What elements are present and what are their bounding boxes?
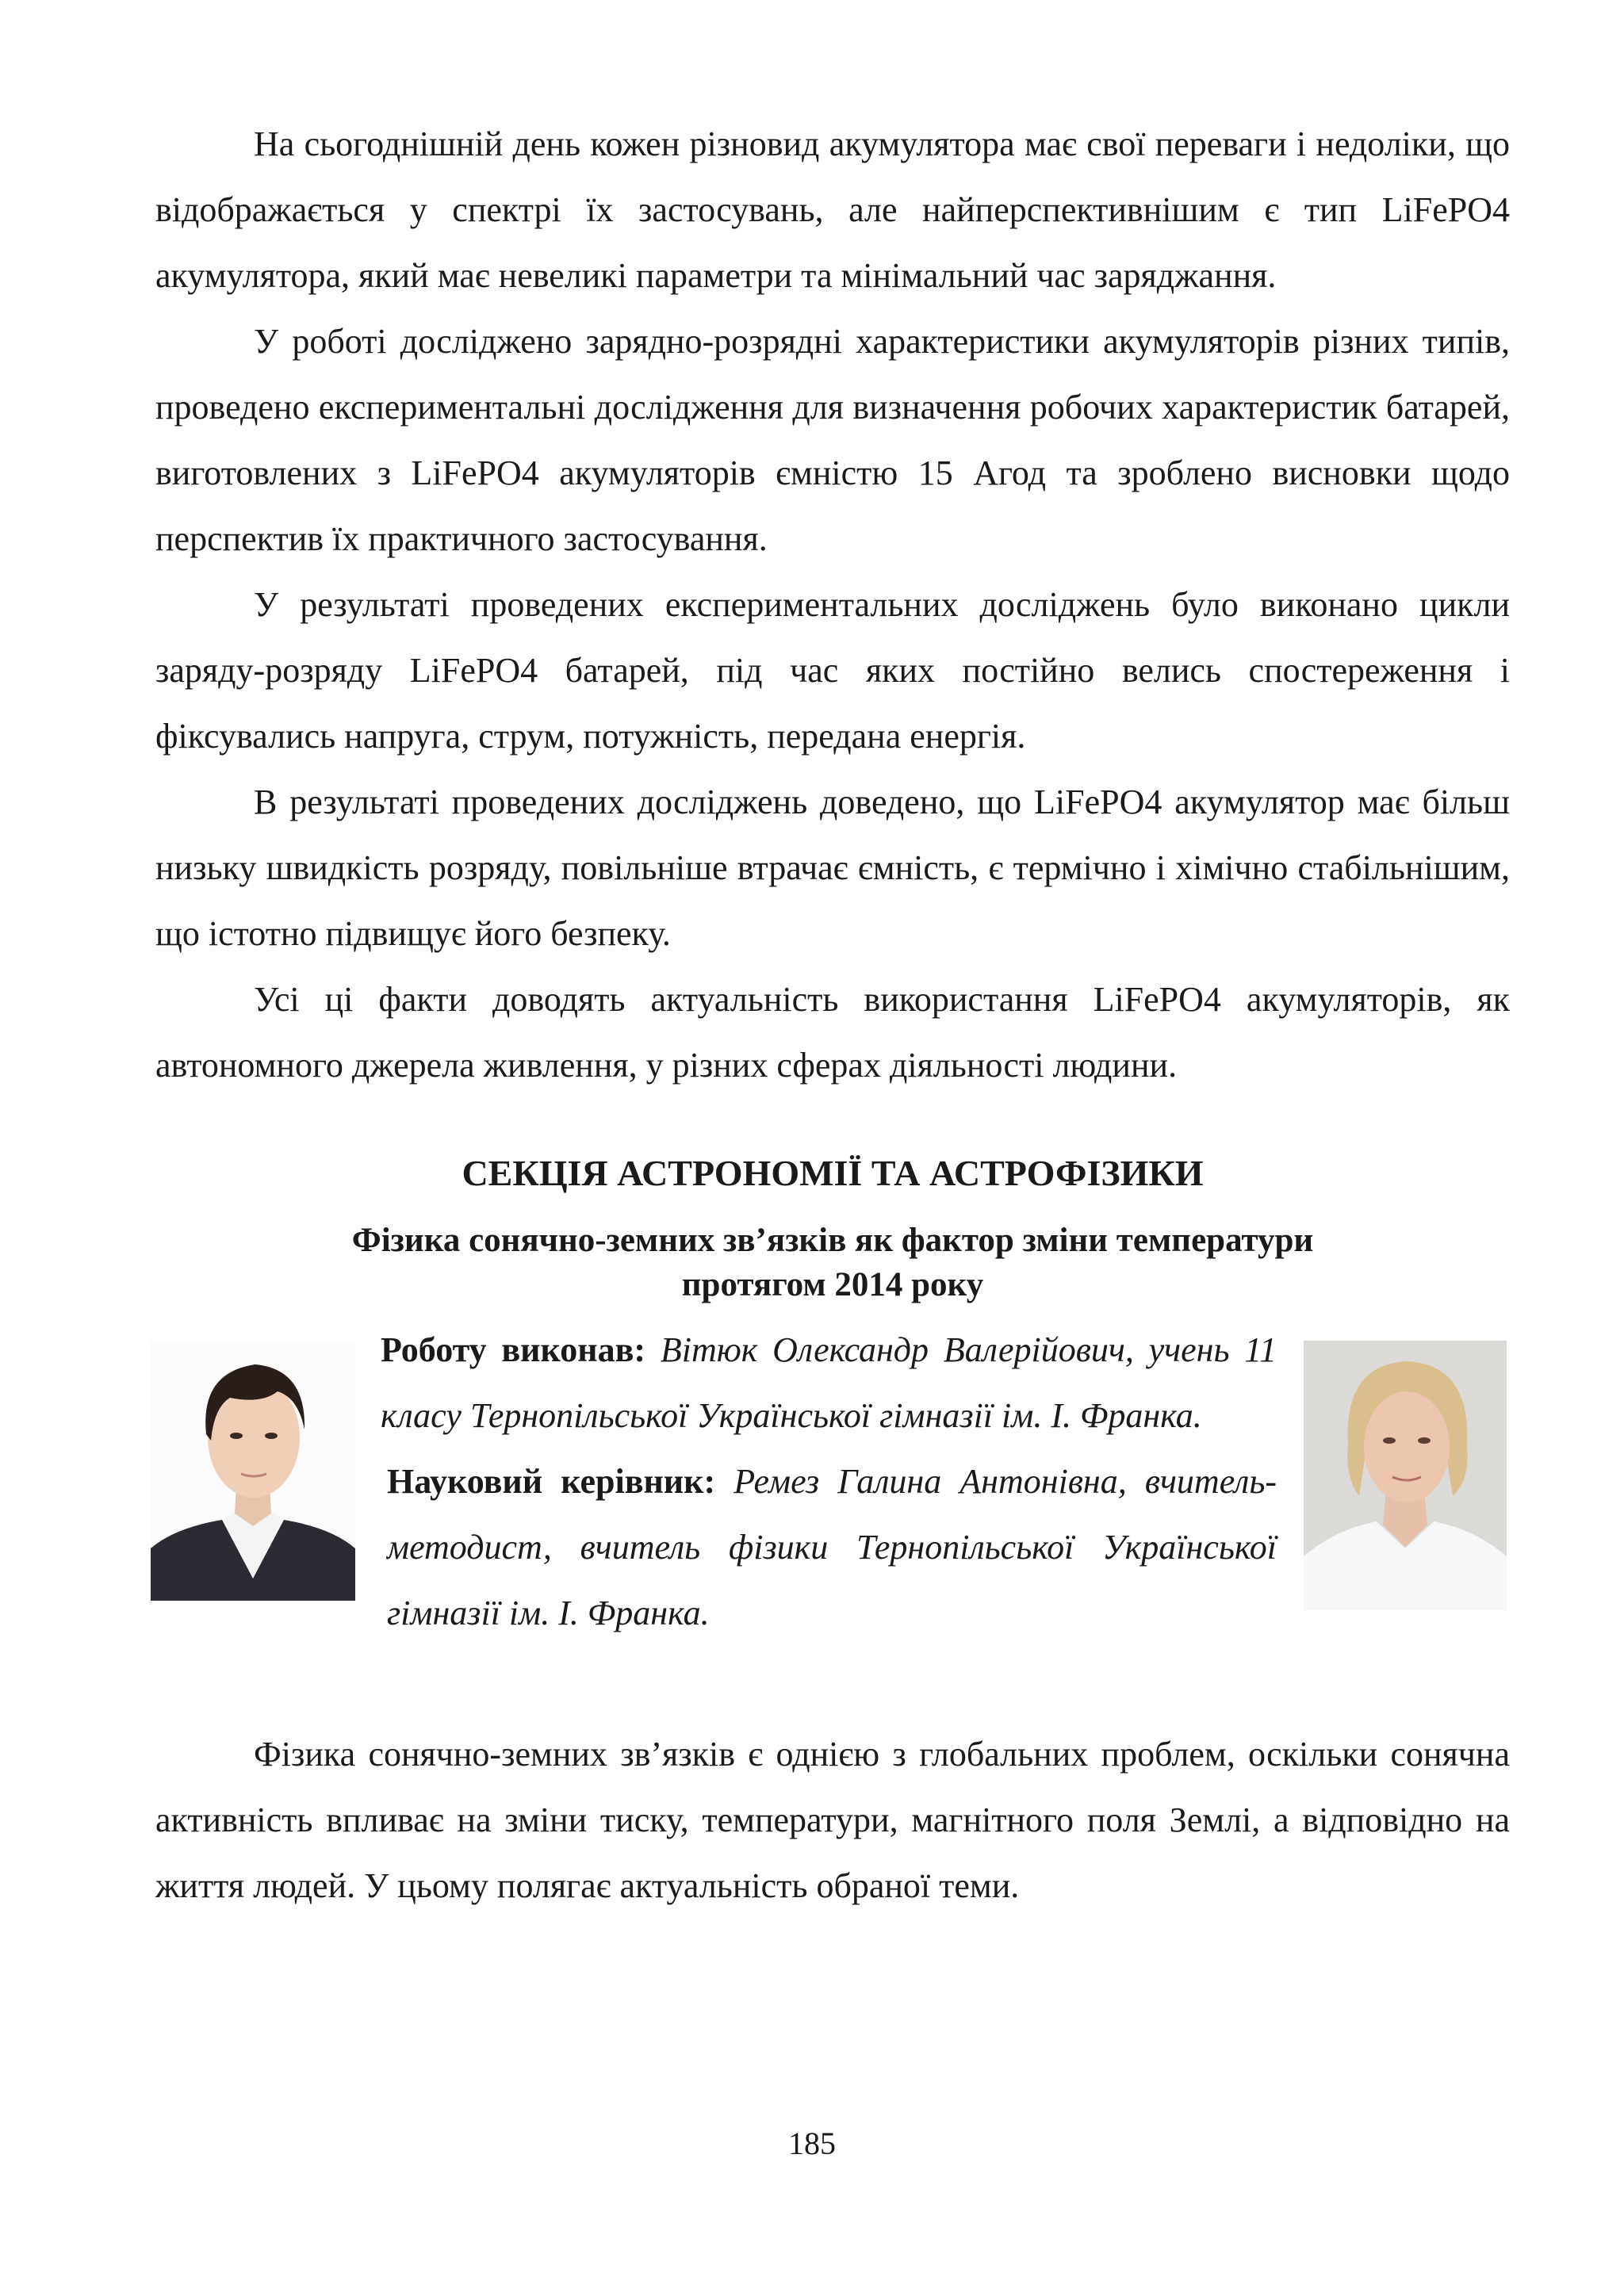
student-portrait-image — [151, 1341, 355, 1601]
advisor-entry — [381, 1448, 1277, 1646]
advisor-details: Ремез Галина Антонівна, вчитель-методист, вчитель фізики Тернопільської Української гімназії ім. І. Франка. — [387, 1462, 1277, 1632]
paper-title — [155, 1219, 1510, 1307]
page-content — [155, 111, 1510, 1919]
author-entry — [381, 1317, 1277, 1448]
advisor-photo — [1304, 1341, 1507, 1610]
intro-paragraph: У результаті проведених експериментальних досліджень було виконано цикли заряду-розряду LiFePO4 батарей, під час яких постійно велись спостереження і фіксувались напруга, струм, потужність, передана енергія. — [155, 585, 1510, 756]
intro-paragraph: В результаті проведених досліджень доведено, що LiFePO4 акумулятор має більш низьку швидкість розряду, повільніше втрачає ємність, є термічно і хімічно стабільнішим, що істотно підвищує його безпеку. — [155, 783, 1510, 953]
paper-title-line-2: протягом 2014 року — [681, 1266, 984, 1303]
paper-body-paragraph: Фізика сонячно-земних зв’язків є однією з глобальних проблем, оскільки сонячна активність впливає на зміни тиску, температури, магнітного поля Землі, а відповідно на життя людей. У цьому полягає актуальність обраної теми. — [155, 1735, 1510, 1905]
intro-paragraph: На сьогоднішній день кожен різновид акумулятора має свої переваги і недоліки, що відображається у спектрі їх застосувань, але найперспективнішим є тип LiFePO4 акумулятора, який має невеликі параметри та мінімальний час заряджання. — [155, 124, 1510, 295]
section-title: СЕКЦІЯ АСТРОНОМІЇ ТА АСТРОФІЗИКИ — [462, 1153, 1204, 1193]
advisor-portrait-image — [1304, 1341, 1507, 1610]
advisor-label: Науковий керівник: — [387, 1462, 716, 1501]
paper-title-line-1: Фізика сонячно-земних зв’язків як фактор зміни температури — [351, 1222, 1314, 1259]
student-photo — [151, 1341, 355, 1601]
authors-block — [155, 1317, 1510, 1721]
intro-paragraph: Усі ці факти доводять актуальність використання LiFePO4 акумуляторів, як автономного джерела живлення, у різних сферах діяльності людини. — [155, 980, 1510, 1085]
author-details: Вітюк Олександр Валерійович, учень 11 класу Тернопільської Української гімназії ім. І. Франка. — [381, 1330, 1277, 1435]
intro-paragraph: У роботі досліджено зарядно-розрядні характеристики акумуляторів різних типів, проведено експериментальні дослідження для визначення робочих характеристик батарей, виготовлених з LiFePO4 акумуляторів ємністю 15 Агод та зроблено висновки щодо перспектив їх практичного застосування. — [155, 322, 1510, 558]
author-label: Роботу виконав: — [381, 1330, 646, 1369]
authors-text — [381, 1317, 1277, 1646]
page-number: 185 — [788, 2126, 836, 2161]
